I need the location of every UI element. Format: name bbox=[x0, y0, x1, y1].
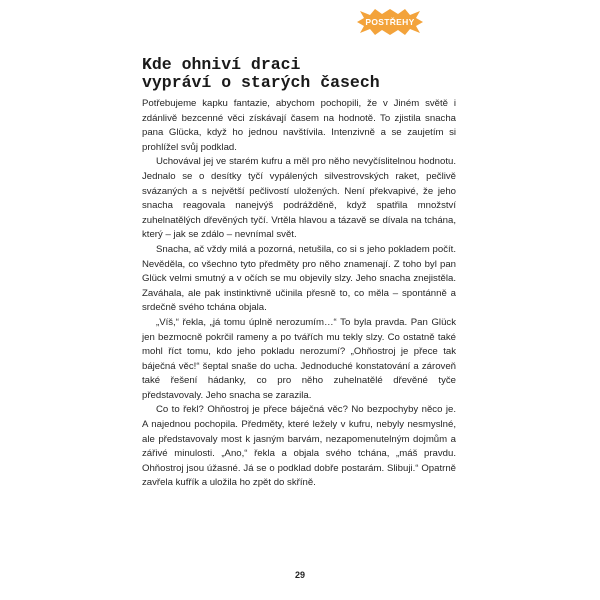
paragraph: „Víš,“ řekla, „já tomu úplně nerozumím…“ To byla pravda. Pan Glück jen bezmocně pokrčil rameny a po tvářích mu tekly slzy. Co ostatně také mohl říct tomu, kdo jeho pokladu nerozumí? „Ohňostroj je přece tak báječná věc!“ šeptal snaše do ucha. Jednoduché konstatování a zároveň také řešení hádanky, co pro něho zuhelnatělé dřevěné tyče představovaly. Jeho snacha se zarazila. bbox=[142, 316, 456, 401]
paragraph: Uchovával jej ve starém kufru a měl pro něho nevyčíslitelnou hodnotu. Jednalo se o desítky tyčí vypálených silvestrovských raket, pečlivě svázaných a s největší pečlivostí uložených. Není překvapivé, že jeho snacha reagovala nanejvýš podrážděně, když spatřila množství zuhelnatělých dřevěných tyčí. Vrtěla hlavou a tázavě se dívala na tchána, který – jak se zdálo – nevnímal svět. bbox=[142, 156, 456, 241]
section-badge bbox=[355, 8, 425, 36]
paragraph: Snacha, ač vždy milá a pozorná, netušila, co si s jeho pokladem počít. Nevěděla, co všechno tyto předměty pro něho znamenají. Z toho byl pan Glück velmi smutný a v očích se mu objevily slzy. Jeho snacha znejistěla. Zaváhala, ale pak instinktivně učinila přesně to, co měla – spontánně a srdečně svého tchána objala. bbox=[142, 243, 456, 314]
article-title-line-1: Kde ohniví draci bbox=[142, 55, 301, 74]
article-title bbox=[142, 56, 462, 92]
paragraph: Potřebujeme kapku fantazie, abychom pochopili, že v Jiném světě i zdánlivě bezcenné věci získávají časem na hodnotě. To zjistila snacha pana Glücka, když ho jednou navštívila. Intenzivně a se zaujetím si prohlížel svůj podklad. bbox=[142, 98, 456, 153]
page-number: 29 bbox=[294, 570, 305, 580]
section-badge-label: POSTŘEHY bbox=[365, 17, 415, 27]
paragraph: Co to řekl? Ohňostroj je přece báječná věc? No bezpochyby něco je. A najednou pochopila. Předměty, které ležely v kufru, nebyly nesmyslné, ale představovaly most k jasným barvám, nezapomenutelným dojmům a zářivé minulosti. „Ano,“ řekla a objala svého tchána, „máš pravdu. Ohňostroj jsou úžasné. Já se o podklad dobře postarám. Slibuji.“ Opatrně zavřela kufřík a uložila ho zpět do skříně. bbox=[142, 404, 456, 489]
article-body bbox=[142, 97, 456, 491]
article-title-line-2: vypráví o starých časech bbox=[142, 73, 380, 92]
